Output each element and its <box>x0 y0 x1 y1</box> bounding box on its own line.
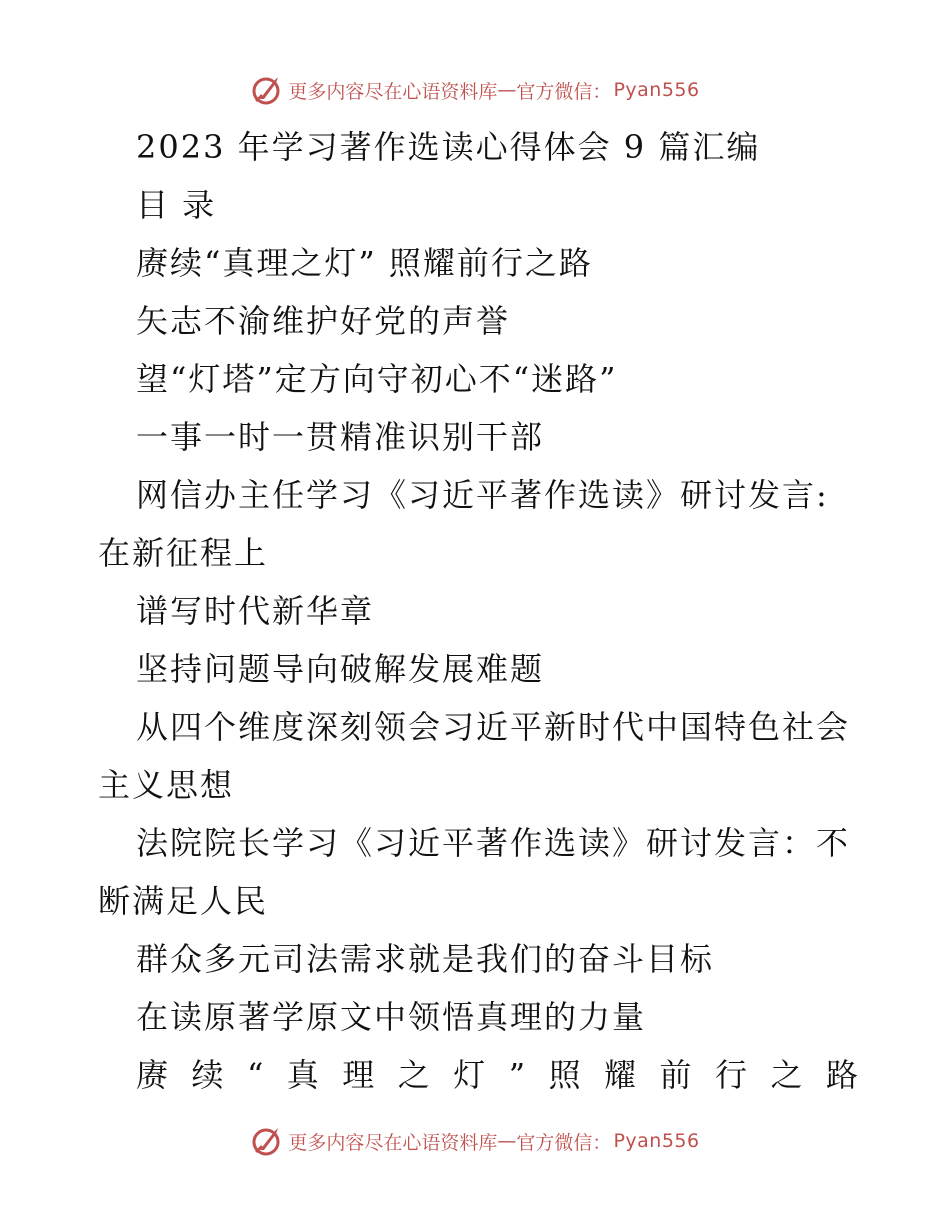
heading-char: 理 <box>342 1056 375 1094</box>
toc-item: 网信办主任学习《习近平著作选读》研讨发言: <box>136 476 829 514</box>
heading-char: 之 <box>397 1056 430 1094</box>
toc-item: 坚持问题导向破解发展难题 <box>136 650 545 688</box>
heading-char: 续 <box>191 1056 224 1094</box>
heading-char: “ <box>246 1056 264 1094</box>
watermark-wechat-label: 官方微信： <box>516 1131 612 1154</box>
toc-item: 谱写时代新华章 <box>136 592 375 630</box>
heading-char: 赓 <box>136 1056 169 1094</box>
toc-item: 群众多元司法需求就是我们的奋斗目标 <box>136 940 715 978</box>
watermark-dash: — <box>497 1130 517 1152</box>
document-body <box>98 118 858 1104</box>
heading-char: ” <box>508 1056 526 1094</box>
heading-char: 真 <box>286 1056 319 1094</box>
toc-label: 目 录 <box>136 186 217 224</box>
watermark-wechat-label: 官方微信： <box>516 80 612 103</box>
toc-item: 一事一时一贯精准识别干部 <box>136 418 545 456</box>
toc-item-continuation: 断满足人民 <box>98 882 269 920</box>
heading-char: 路 <box>825 1056 858 1094</box>
heading-char: 照 <box>548 1056 581 1094</box>
heading-char: 灯 <box>453 1056 486 1094</box>
quill-logo-icon <box>250 1124 284 1158</box>
watermark-wechat-id: Pyan556 <box>613 1130 700 1152</box>
watermark-banner-top <box>0 70 950 110</box>
quill-logo-icon <box>250 73 284 107</box>
toc-item-continuation: 主义思想 <box>98 766 235 804</box>
watermark-banner-bottom <box>0 1121 950 1161</box>
toc-item: 从四个维度深刻领会习近平新时代中国特色社会 <box>136 708 851 746</box>
toc-item: 法院院长学习《习近平著作选读》研讨发言：不 <box>136 824 851 862</box>
watermark-text: 更多内容尽在心语资料库 <box>288 1131 498 1154</box>
heading-char: 前 <box>659 1056 692 1094</box>
toc-item: 赓续“真理之灯” 照耀前行之路 <box>136 244 593 282</box>
heading-char: 之 <box>770 1056 803 1094</box>
toc-item: 在读原著学原文中领悟真理的力量 <box>136 998 647 1036</box>
section-heading <box>98 1046 858 1104</box>
heading-char: 行 <box>715 1056 748 1094</box>
document-title: 2023 年学习著作选读心得体会 9 篇汇编 <box>136 128 761 166</box>
watermark-dash: — <box>497 79 517 101</box>
toc-item: 矢志不渝维护好党的声誉 <box>136 302 511 340</box>
watermark-text: 更多内容尽在心语资料库 <box>288 80 498 103</box>
toc-item-continuation: 在新征程上 <box>98 534 269 572</box>
watermark-wechat-id: Pyan556 <box>613 79 700 101</box>
heading-char: 耀 <box>604 1056 637 1094</box>
toc-item: 望“灯塔”定方向守初心不“迷路” <box>136 360 618 398</box>
